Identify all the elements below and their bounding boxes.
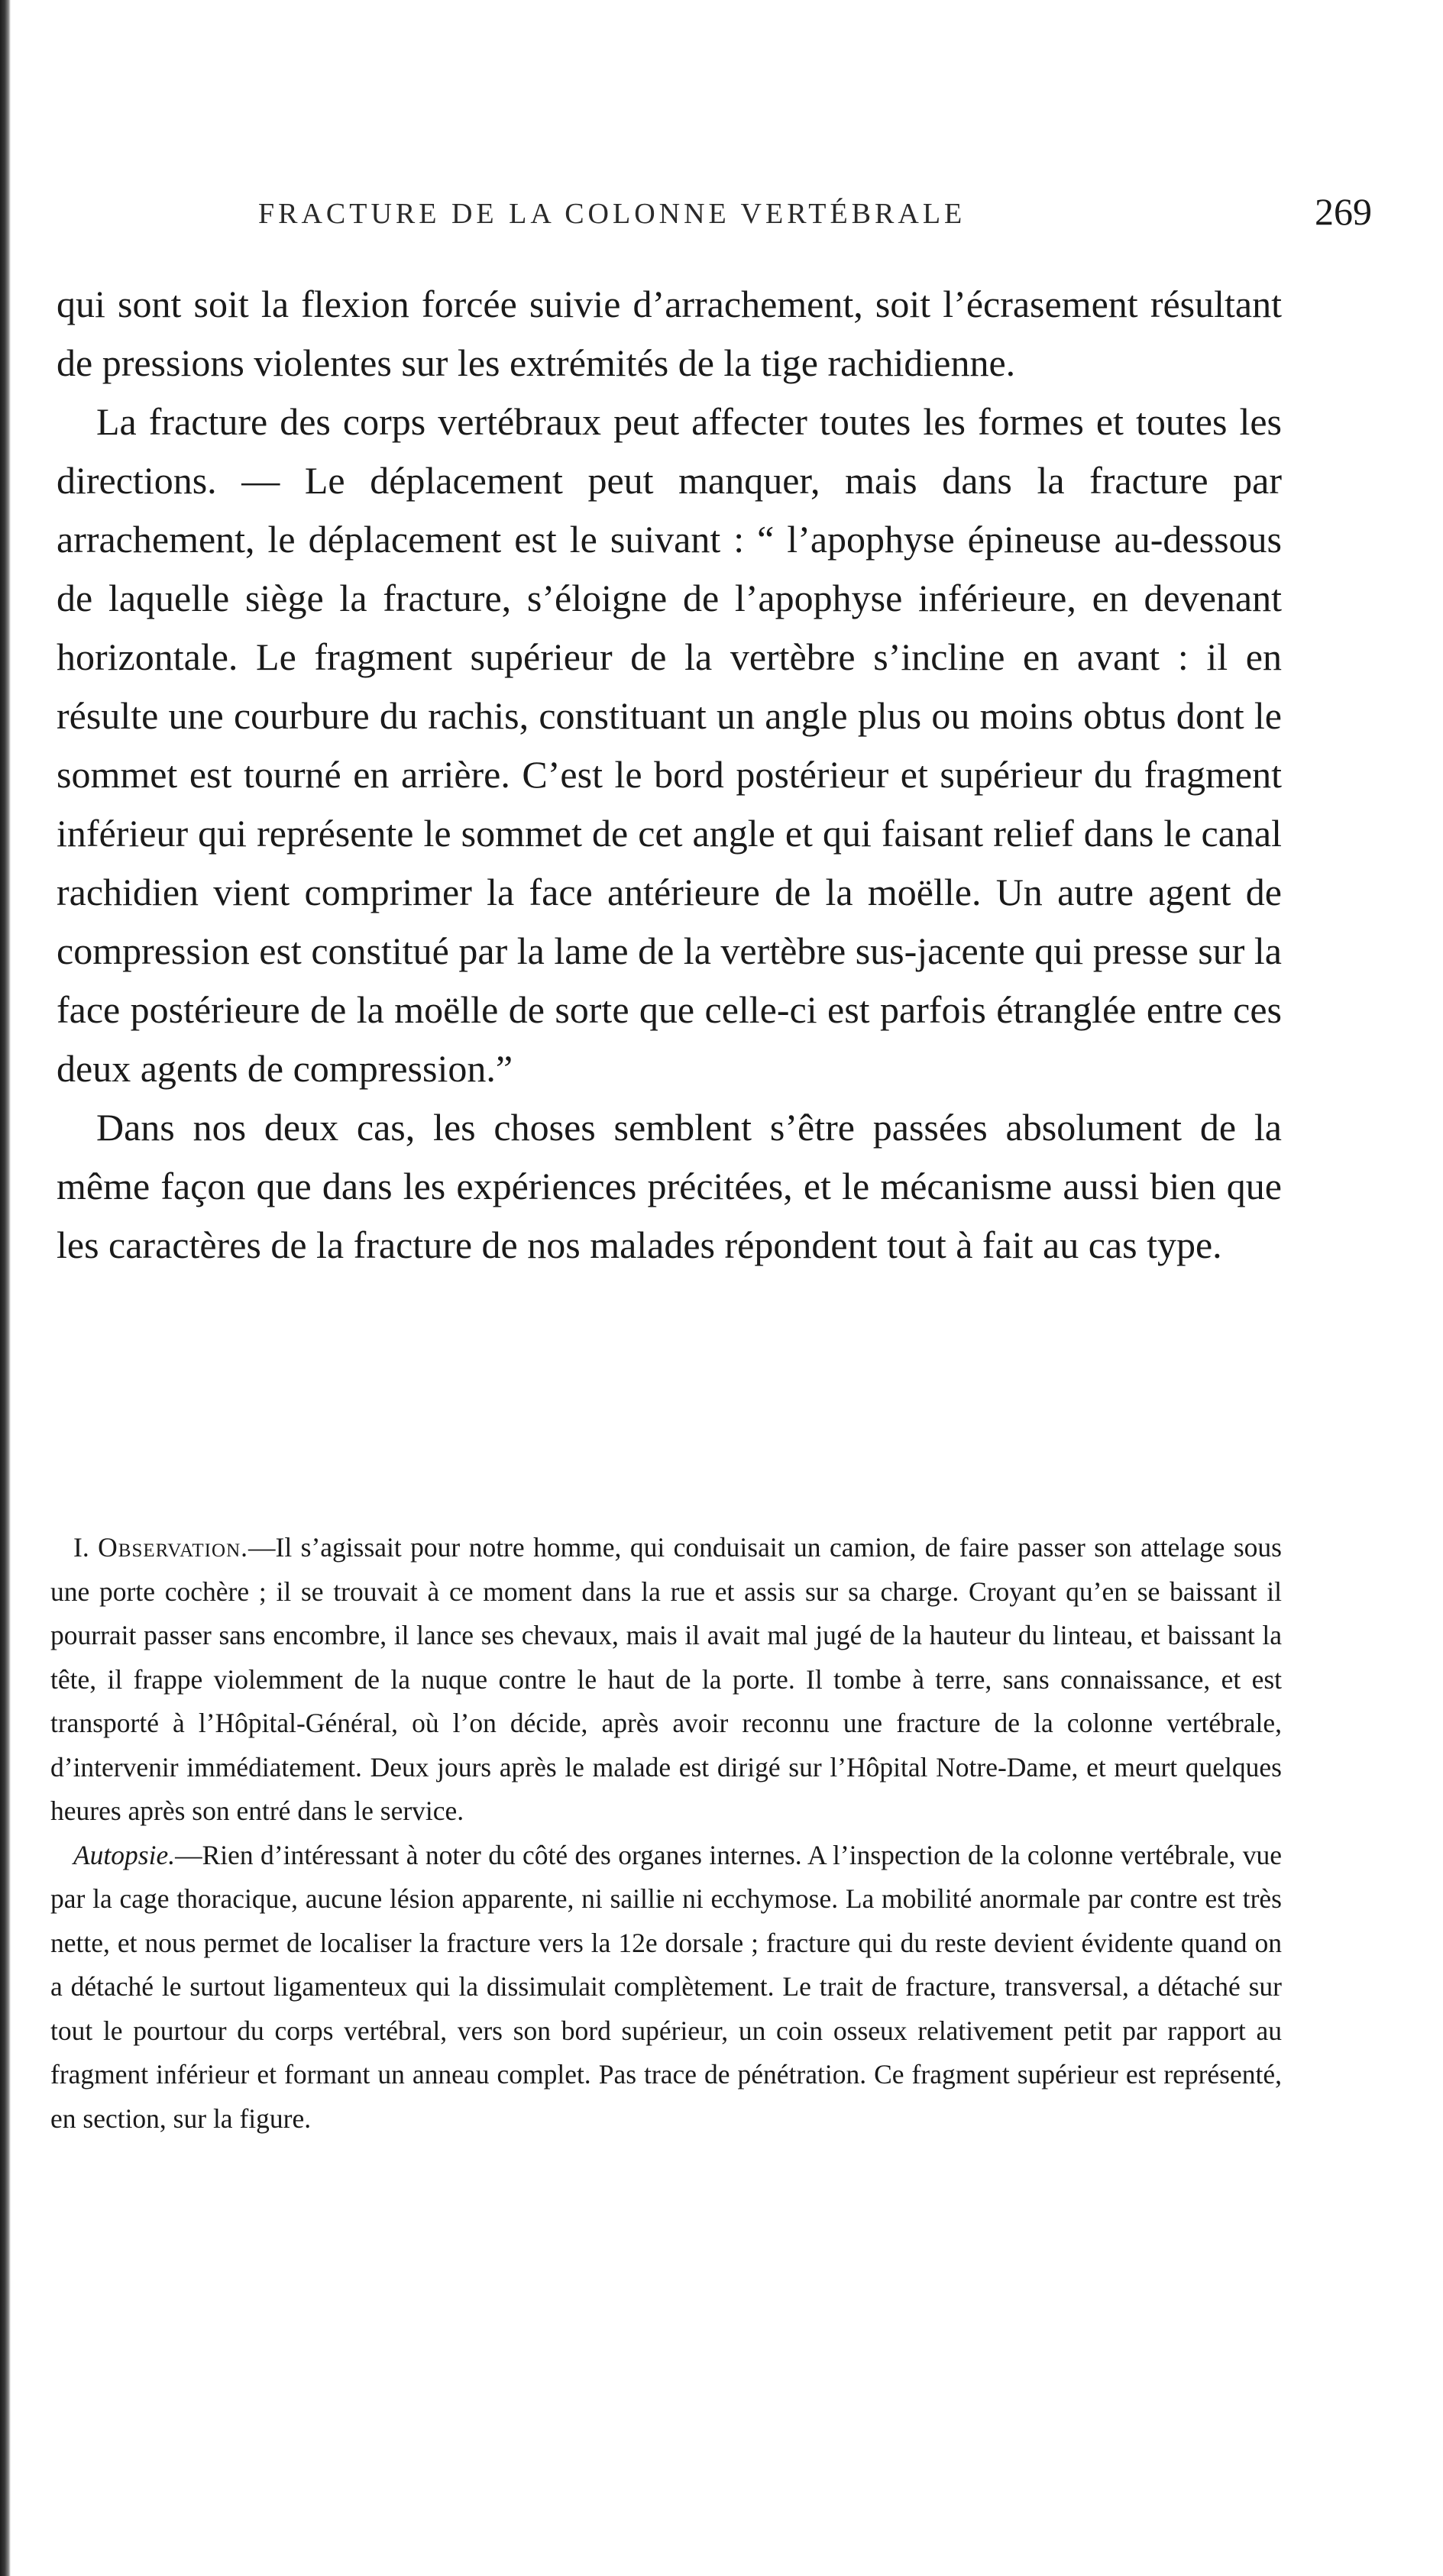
paragraph-1: qui sont soit la flexion forcée suivie d’arrachement, soit l’écrasement résultant de pressions violentes sur les extrémités de la tige rachidienne. <box>57 283 1282 384</box>
paragraph-3: Dans nos deux cas, les choses semblent s’être passées absolument de la même façon que dans les expériences précitées, et le mécanisme aussi bien que les caractères de la fracture de nos malades répondent tout à fait au cas type. <box>57 1106 1282 1266</box>
observation-note <box>50 1526 1282 1834</box>
observation-number: I. <box>73 1532 89 1563</box>
footnotes <box>50 1526 1282 2141</box>
paragraph-2: La fracture des corps vertébraux peut affecter toutes les formes et toutes les directions. — Le déplacement peut manquer, mais dans la fracture par arrachement, le déplacement est le suivant : “ l’apophyse épineuse au-dessous de laquelle siège la fracture, s’éloigne de l’apophyse inférieure, en devenant horizontale. Le fragment supérieur de la vertèbre s’incline en avant : il en résulte une courbure du rachis, constituant un angle plus ou moins obtus dont le sommet est tourné en arrière. C’est le bord postérieur et supérieur du fragment inférieur qui représente le sommet de cet angle et qui faisant relief dans le canal rachidien vient comprimer la face antérieure de la moëlle. Un autre agent de compression est constitué par la lame de la vertèbre sus-jacente qui presse sur la face postérieure de la moëlle de sorte que celle-ci est parfois étranglée entre ces deux agents de compression.” <box>57 400 1282 1090</box>
main-text <box>57 275 1282 1275</box>
page-number: 269 <box>1315 190 1372 233</box>
page-header <box>61 189 1375 243</box>
observation-heading: Observation. <box>98 1532 248 1563</box>
autopsie-text: —Rien d’intéressant à noter du côté des organes internes. A l’inspection de la colonne vertébrale, vue par la cage thoracique, aucune lésion apparente, ni saillie ni ecchymose. La mobilité anormale par contre est très nette, et nous permet de localiser la fracture vers la 12e dorsale ; fracture qui du reste devient évidente quand on a détaché le surtout ligamenteux qui la dissimulait complètement. Le trait de fracture, transversal, a détaché sur tout le pourtour du corps vertébral, vers son bord supérieur, un coin osseux relativement petit par rapport au fragment inférieur et formant un anneau complet. Pas trace de pénétration. Ce fragment supérieur est représenté, en section, sur la figure. <box>50 1839 1282 2134</box>
autopsie-note <box>50 1834 1282 2141</box>
page-binding-edge <box>0 0 11 2576</box>
observation-text: —Il s’agissait pour notre homme, qui conduisait un camion, de faire passer son attelage sous une porte cochère ; il se trouvait à ce moment dans la rue et assis sur sa charge. Croyant qu’en se baissant il pourrait passer sans encombre, il lance ses chevaux, mais il avait mal jugé de la hauteur du linteau, et baissant la tête, il frappe violemment de la nuque contre le haut de la porte. Il tombe à terre, sans connaissance, et est transporté à l’Hôpital-Général, où l’on décide, après avoir reconnu une fracture de la colonne vertébrale, d’intervenir immédiatement. Deux jours après le malade est dirigé sur l’Hôpital Notre-Dame, et meurt quelques heures après son entré dans le service. <box>50 1532 1282 1826</box>
autopsie-heading: Autopsie. <box>73 1839 176 1870</box>
running-title: FRACTURE DE LA COLONNE VERTÉBRALE <box>258 198 966 230</box>
